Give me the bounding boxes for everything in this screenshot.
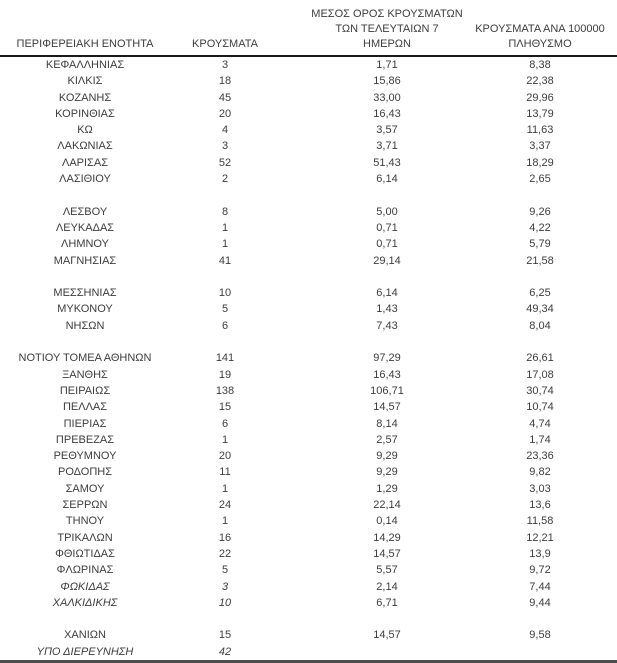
per100k-cell: 22,38 [526,75,554,88]
blank-row [0,187,617,203]
cases-cell: 45 [218,91,232,104]
region-cell: ΠΕΙΡΑΙΩΣ [59,384,111,397]
cases-cell: 1 [221,515,229,528]
blank-row [0,611,617,627]
spacer-cell [280,56,311,73]
avg7-cell [311,611,463,627]
spacer-cell [280,383,311,399]
region-cell: ΛΑΣΙΘΙΟΥ [59,173,111,186]
cases-cell: 5 [221,303,229,316]
per100k-cell [463,187,617,203]
table-row [0,481,617,497]
avg7-cell: 5,57 [376,564,398,577]
region-cell: ΠΡΕΒΕΖΑΣ [55,433,115,446]
table-row [0,579,617,595]
region-cell [0,269,170,285]
avg7-cell: 14,57 [373,547,401,560]
cases-cell: 6 [221,319,229,332]
spacer-cell [280,334,311,350]
region-cell: ΚΟΖΑΝΗΣ [58,91,112,104]
spacer-cell [280,611,311,627]
table-row [0,155,617,171]
avg7-cell: 106,71 [370,384,404,397]
table-body [0,56,617,661]
cases-cell: 10 [218,287,232,300]
per100k-cell: 6,25 [529,287,551,300]
header-cases: ΚΡΟΥΣΜΑΤΑ [170,0,280,56]
spacer-cell [280,432,311,448]
spacer-cell [280,562,311,578]
per100k-cell: 2,65 [529,173,551,186]
avg7-cell: 6,14 [376,287,398,300]
cases-cell: 3 [221,140,229,153]
table-row [0,204,617,220]
per100k-cell: 13,79 [526,107,554,120]
cases-cell [170,334,280,350]
header-avg7: ΜΕΣΟΣ ΟΡΟΣ ΚΡΟΥΣΜΑΤΩΝ ΤΩΝ ΤΕΛΕΥΤΑΙΩΝ 7 ΗΜΕΡΩΝ [311,0,463,56]
per100k-cell: 4,22 [529,221,551,234]
cases-cell: 3 [221,580,229,593]
cases-cell: 15 [218,629,232,642]
region-cell: ΛΑΡΙΣΑΣ [61,156,108,169]
avg7-cell: 3,71 [376,140,398,153]
region-cell: ΚΟΡΙΝΘΙΑΣ [55,107,115,120]
spacer-cell [280,73,311,89]
region-cell: ΛΕΣΒΟΥ [62,205,108,218]
avg7-cell: 0,14 [376,515,398,528]
table-row [0,122,617,138]
per100k-cell: 12,21 [526,531,554,544]
spacer-cell [280,579,311,595]
cases-cell: 138 [215,384,235,397]
table-row [0,253,617,269]
cases-cell: 1 [221,238,229,251]
table-row [0,56,617,73]
region-cell: ΚΕΦΑΛΛΗΝΙΑΣ [45,59,125,71]
table-row [0,301,617,317]
spacer-cell [280,171,311,187]
spacer-cell [280,464,311,480]
table-header [0,0,617,56]
blank-row [0,334,617,350]
cases-cell: 15 [218,401,232,414]
avg7-cell: 0,71 [376,238,398,251]
cases-cell: 8 [221,205,229,218]
table-row [0,285,617,301]
per100k-cell: 9,72 [529,564,551,577]
cases-cell: 6 [221,417,229,430]
spacer-cell [280,416,311,432]
per100k-cell: 13,6 [529,499,551,512]
cases-cell: 24 [218,499,232,512]
spacer-cell [280,513,311,529]
avg7-cell: 29,14 [373,254,401,267]
spacer-cell [280,220,311,236]
cases-cell: 20 [218,107,232,120]
region-cell: ΛΑΚΩΝΙΑΣ [57,140,113,153]
cases-cell: 1 [221,482,229,495]
table-row [0,432,617,448]
region-cell: ΤΗΝΟΥ [65,515,105,528]
region-cell: ΚΩ [77,124,93,137]
region-cell: ΦΩΚΙΔΑΣ [60,580,110,593]
spacer-cell [280,204,311,220]
spacer-cell [280,301,311,317]
per100k-cell: 9,58 [529,629,551,642]
region-cell: ΠΙΕΡΙΑΣ [63,417,107,430]
region-cell: ΧΑΝΙΩΝ [64,629,106,642]
cases-cell: 5 [221,564,229,577]
cases-cell: 19 [218,368,232,381]
per100k-cell: 30,74 [526,384,554,397]
table-row [0,73,617,89]
per100k-cell: 9,82 [529,466,551,479]
spacer-cell [280,269,311,285]
region-cell: ΝΗΣΩΝ [65,319,105,332]
region-cell [0,611,170,627]
avg7-cell: 16,43 [373,107,401,120]
avg7-cell: 3,57 [376,124,398,137]
per100k-cell: 17,08 [526,368,554,381]
per100k-cell: 11,63 [526,124,554,137]
cases-cell: 16 [218,531,232,544]
header-region: ΠΕΡΙΦΕΡΕΙΑΚΗ ΕΝΟΤΗΤΑ [0,0,170,56]
header-per100k: ΚΡΟΥΣΜΑΤΑ ΑΝΑ 100000 ΠΛΗΘΥΣΜΟ [463,0,617,56]
per100k-cell: 11,58 [526,515,554,528]
region-cell: ΦΘΙΩΤΙΔΑΣ [55,547,115,560]
cases-cell: 1 [221,433,229,446]
avg7-cell: 97,29 [373,352,401,365]
table-row [0,627,617,643]
table-row [0,171,617,187]
per100k-cell: 10,74 [526,401,554,414]
avg7-cell: 5,00 [376,205,398,218]
avg7-cell [311,187,463,203]
region-cell: ΜΑΓΝΗΣΙΑΣ [53,254,117,267]
table-row [0,90,617,106]
per100k-cell [463,269,617,285]
avg7-cell: 6,14 [376,173,398,186]
region-cell: ΛΕΥΚΑΔΑΣ [55,221,115,234]
table-row [0,383,617,399]
region-cell: ΥΠΟ ΔΙΕΡΕΥΝΗΣΗ [0,644,170,662]
region-cell: ΣΕΡΡΩΝ [62,499,108,512]
region-cell: ΜΥΚΟΝΟΥ [57,303,113,316]
spacer-cell [280,448,311,464]
per100k-cell: 29,96 [526,91,554,104]
spacer-cell [280,530,311,546]
spacer-cell [280,285,311,301]
per100k-cell: 1,74 [529,433,551,446]
per100k-cell: 7,44 [529,580,551,593]
cases-cell [170,611,280,627]
avg7-cell: 9,29 [376,466,398,479]
cases-cell: 20 [218,450,232,463]
spacer-cell [280,644,311,662]
spacer-cell [280,106,311,122]
cases-cell: 52 [218,156,232,169]
table-row [0,318,617,334]
cases-cell: 42 [170,644,280,662]
avg7-cell: 14,29 [373,531,401,544]
cases-cell [170,187,280,203]
per100k-cell [463,334,617,350]
table-row [0,448,617,464]
table-row [0,236,617,252]
region-cell: ΦΛΩΡΙΝΑΣ [56,564,114,577]
per100k-cell: 3,03 [529,482,551,495]
region-cell [0,187,170,203]
table-row [0,220,617,236]
avg7-cell [311,334,463,350]
table-row [0,513,617,529]
region-cell: ΣΑΜΟΥ [65,482,105,495]
per100k-cell: 26,61 [526,352,554,365]
spacer-cell [280,90,311,106]
table-row [0,138,617,154]
per100k-cell: 21,58 [526,254,554,267]
region-cell: ΠΕΛΛΑΣ [62,401,108,414]
spacer-cell [280,350,311,366]
cases-cell: 1 [221,221,229,234]
avg7-cell [311,269,463,285]
per100k-cell: 13,9 [529,547,551,560]
cases-cell: 10 [218,596,232,609]
table-row [0,530,617,546]
spacer-cell [280,595,311,611]
cases-cell: 3 [221,59,229,71]
per100k-cell [463,611,617,627]
avg7-cell: 1,71 [376,59,398,71]
cases-cell [170,269,280,285]
cases-cell: 22 [218,547,232,560]
per100k-cell: 18,29 [526,156,554,169]
per100k-cell: 49,34 [526,303,554,316]
region-cell: ΝΟΤΙΟΥ ΤΟΜΕΑ ΑΘΗΝΩΝ [18,352,152,365]
region-cell: ΛΗΜΝΟΥ [61,238,109,251]
table-row [0,546,617,562]
spacer-cell [280,497,311,513]
per100k-cell: 8,38 [529,59,551,71]
avg7-cell: 22,14 [373,499,401,512]
table-row [0,595,617,611]
region-cell [0,334,170,350]
avg7-cell: 16,43 [373,368,401,381]
cases-cell: 11 [219,466,231,479]
cases-cell: 18 [218,75,232,88]
per100k-cell: 9,26 [529,205,551,218]
per100k-cell: 3,37 [529,140,551,153]
avg7-cell: 6,71 [376,596,398,609]
spacer-cell [280,155,311,171]
avg7-cell: 2,14 [376,580,398,593]
cases-cell: 141 [215,352,235,365]
avg7-cell: 2,57 [376,433,398,446]
avg7-cell: 33,00 [373,91,401,104]
spacer-cell [280,399,311,415]
spacer-cell [280,253,311,269]
spacer-cell [280,138,311,154]
region-cell: ΞΑΝΘΗΣ [62,368,108,381]
avg7-cell: 15,86 [373,75,401,88]
spacer-cell [280,627,311,643]
region-cell: ΤΡΙΚΑΛΩΝ [57,531,113,544]
table-row [0,416,617,432]
avg7-cell: 51,43 [373,156,401,169]
region-cell: ΚΙΛΚΙΣ [67,75,103,88]
spacer-cell [280,122,311,138]
avg7-cell: 14,57 [373,401,401,414]
avg7-cell: 7,43 [376,319,398,332]
table-row [0,399,617,415]
blank-row [0,269,617,285]
spacer-cell [280,318,311,334]
table-row [0,497,617,513]
avg7-cell: 9,29 [376,450,398,463]
region-cell: ΡΕΘΥΜΝΟΥ [53,450,117,463]
cases-cell: 41 [218,254,232,267]
region-cell: ΜΕΣΣΗΝΙΑΣ [53,287,117,300]
region-cell: ΧΑΛΚΙΔΙΚΗΣ [52,596,118,609]
table-row [0,350,617,366]
table-row [0,464,617,480]
spacer-cell [280,236,311,252]
cases-cell: 2 [221,173,229,186]
table-row [0,562,617,578]
header-spacer [280,0,311,56]
per100k-cell: 5,79 [529,238,551,251]
per100k-cell: 4,74 [529,417,551,430]
region-cell: ΡΟΔΟΠΗΣ [57,466,113,479]
table-row [0,106,617,122]
avg7-cell [311,644,463,662]
avg7-cell: 1,29 [376,482,398,495]
per100k-cell: 8,04 [529,319,551,332]
per100k-cell: 9,44 [529,596,551,609]
spacer-cell [280,546,311,562]
avg7-cell: 1,43 [376,303,398,316]
spacer-cell [280,187,311,203]
table-row [0,367,617,383]
avg7-cell: 14,57 [373,629,401,642]
avg7-cell: 8,14 [376,417,398,430]
per100k-cell [463,644,617,662]
spacer-cell [280,481,311,497]
spacer-cell [280,367,311,383]
per100k-cell: 23,36 [526,450,554,463]
cases-cell: 4 [221,124,229,137]
avg7-cell: 0,71 [376,221,398,234]
table-row [0,644,617,662]
